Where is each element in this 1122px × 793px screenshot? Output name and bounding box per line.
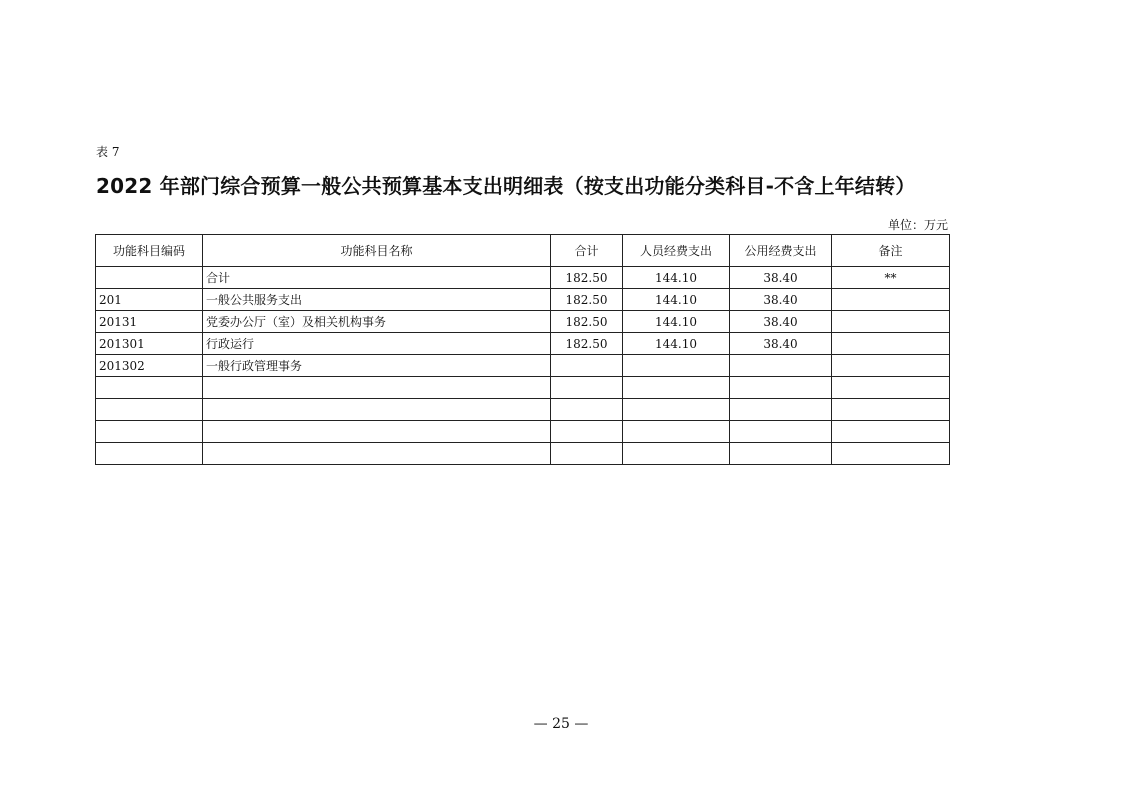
cell-note bbox=[832, 333, 950, 355]
cell-personnel: 144.10 bbox=[623, 311, 730, 333]
column-header-personnel: 人员经费支出 bbox=[623, 235, 730, 267]
cell-note bbox=[832, 311, 950, 333]
cell-code bbox=[96, 443, 203, 465]
cell-public bbox=[730, 377, 832, 399]
cell-personnel bbox=[623, 355, 730, 377]
cell-code: 201 bbox=[96, 289, 203, 311]
cell-public: 38.40 bbox=[730, 311, 832, 333]
table-row bbox=[96, 443, 950, 465]
cell-total: 182.50 bbox=[551, 289, 623, 311]
cell-note bbox=[832, 289, 950, 311]
cell-note bbox=[832, 421, 950, 443]
table-label: 表 7 bbox=[96, 145, 120, 159]
cell-total: 182.50 bbox=[551, 311, 623, 333]
table-row bbox=[96, 421, 950, 443]
cell-total: 182.50 bbox=[551, 333, 623, 355]
table-row bbox=[96, 377, 950, 399]
cell-code bbox=[96, 377, 203, 399]
table-row bbox=[96, 399, 950, 421]
cell-public bbox=[730, 443, 832, 465]
cell-note bbox=[832, 399, 950, 421]
table-row bbox=[96, 355, 950, 377]
cell-total bbox=[551, 377, 623, 399]
cell-code bbox=[96, 267, 203, 289]
cell-public bbox=[730, 355, 832, 377]
column-header-public: 公用经费支出 bbox=[730, 235, 832, 267]
cell-personnel: 144.10 bbox=[623, 267, 730, 289]
cell-public bbox=[730, 399, 832, 421]
unit-label: 单位：万元 bbox=[887, 218, 948, 232]
cell-total bbox=[551, 421, 623, 443]
cell-name: 党委办公厅（室）及相关机构事务 bbox=[203, 311, 551, 333]
cell-personnel bbox=[623, 377, 730, 399]
cell-name: 行政运行 bbox=[203, 333, 551, 355]
cell-public bbox=[730, 421, 832, 443]
cell-personnel bbox=[623, 443, 730, 465]
cell-public: 38.40 bbox=[730, 289, 832, 311]
cell-personnel bbox=[623, 399, 730, 421]
cell-total: 182.50 bbox=[551, 267, 623, 289]
cell-public: 38.40 bbox=[730, 333, 832, 355]
cell-note bbox=[832, 443, 950, 465]
cell-personnel: 144.10 bbox=[623, 333, 730, 355]
cell-total bbox=[551, 355, 623, 377]
cell-note bbox=[832, 355, 950, 377]
column-header-note: 备注 bbox=[832, 235, 950, 267]
cell-code bbox=[96, 421, 203, 443]
page-number: — 25 — bbox=[533, 716, 589, 732]
cell-note bbox=[832, 377, 950, 399]
cell-personnel bbox=[623, 421, 730, 443]
column-header-code: 功能科目编码 bbox=[96, 235, 203, 267]
table-row bbox=[96, 289, 950, 311]
cell-total bbox=[551, 399, 623, 421]
cell-name bbox=[203, 377, 551, 399]
budget-table bbox=[95, 234, 950, 465]
table-row bbox=[96, 333, 950, 355]
cell-name bbox=[203, 399, 551, 421]
cell-name: 合计 bbox=[203, 267, 551, 289]
cell-code: 201302 bbox=[96, 355, 203, 377]
column-header-name: 功能科目名称 bbox=[203, 235, 551, 267]
cell-name bbox=[203, 443, 551, 465]
cell-code: 201301 bbox=[96, 333, 203, 355]
table-row bbox=[96, 267, 950, 289]
cell-name bbox=[203, 421, 551, 443]
cell-note: ** bbox=[832, 267, 950, 289]
table-header-row bbox=[96, 235, 950, 267]
table-row bbox=[96, 311, 950, 333]
document-title: 2022 年部门综合预算一般公共预算基本支出明细表（按支出功能分类科目-不含上年结转） bbox=[96, 174, 916, 198]
cell-public: 38.40 bbox=[730, 267, 832, 289]
cell-personnel: 144.10 bbox=[623, 289, 730, 311]
cell-name: 一般行政管理事务 bbox=[203, 355, 551, 377]
cell-code: 20131 bbox=[96, 311, 203, 333]
cell-code bbox=[96, 399, 203, 421]
cell-name: 一般公共服务支出 bbox=[203, 289, 551, 311]
column-header-total: 合计 bbox=[551, 235, 623, 267]
cell-total bbox=[551, 443, 623, 465]
